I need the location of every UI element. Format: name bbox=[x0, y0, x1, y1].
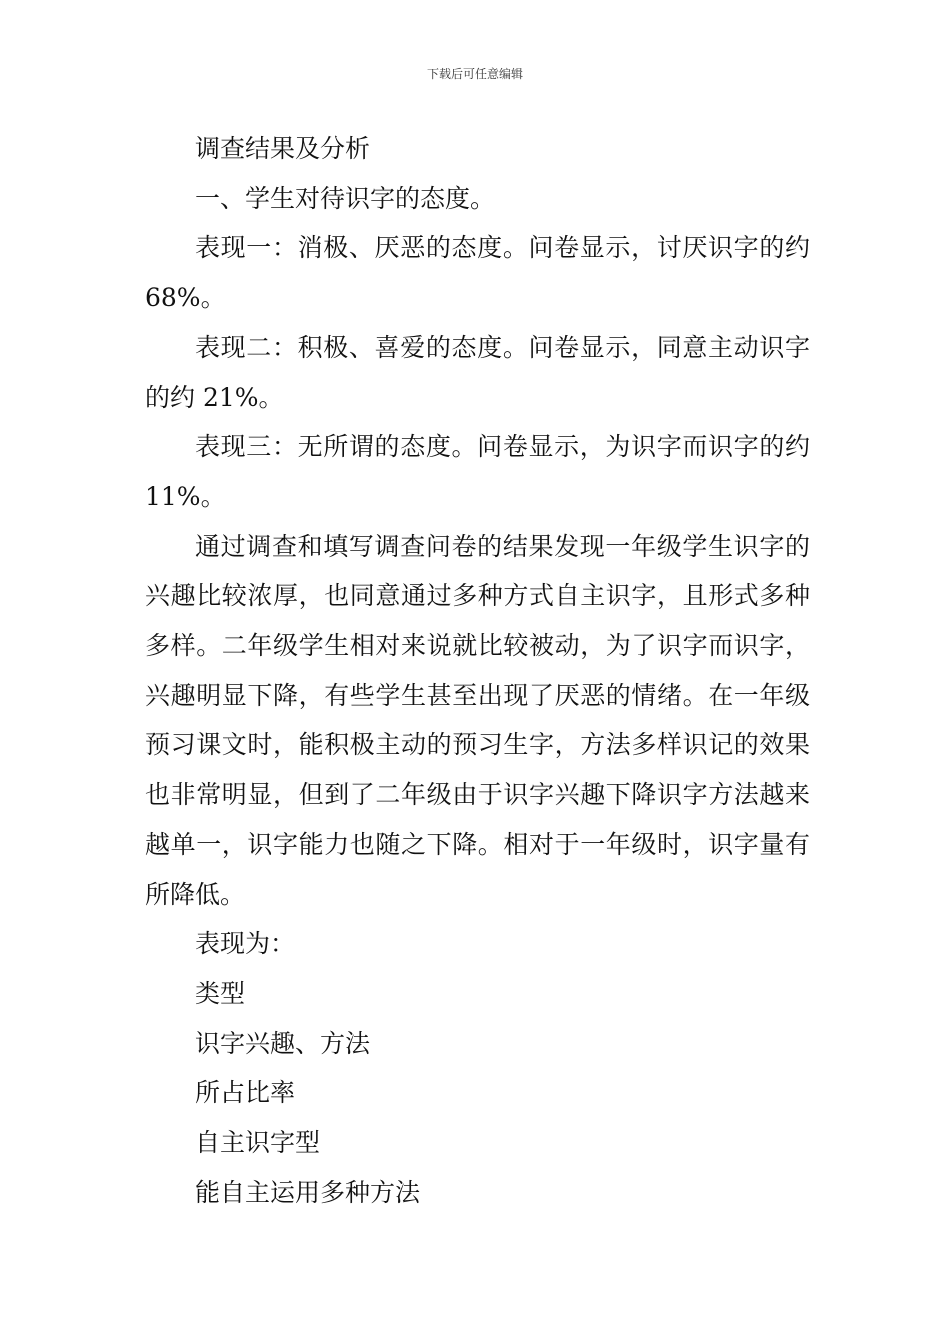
paragraph: 表现一：消极、厌恶的态度。问卷显示，讨厌识字的约 68%。 bbox=[145, 233, 810, 313]
paragraph: 识字兴趣、方法 bbox=[195, 1028, 371, 1058]
paragraph: 通过调查和填写调查问卷的结果发现一年级学生识字的兴趣比较浓厚，也同意通过多种方式自主识字，且形式多种多样。二年级学生相对来说就比较被动，为了识字而识字，兴趣明显下降，有些学生甚至出现了厌恶的情绪。在一年级预习课文时，能积极主动的预习生字，方法多样识记的效果也非常明显，但到了二年级由于识字兴趣下降识字方法越来越单一，识字能力也随之下降。相对于一年级时，识字量有所降低。 bbox=[145, 531, 810, 909]
paragraph: 调查结果及分析 bbox=[195, 134, 371, 163]
document-body bbox=[145, 124, 810, 1217]
paragraph: 自主识字型 bbox=[195, 1128, 321, 1158]
paragraph: 表现三：无所谓的态度。问卷显示，为识字而识字的约 11%。 bbox=[145, 432, 810, 511]
paragraph: 一、学生对待识字的态度。 bbox=[195, 183, 496, 213]
paragraph: 表现二：积极、喜爱的态度。问卷显示，同意主动识字的约 21%。 bbox=[145, 332, 810, 412]
page-header: 下载后可任意编辑 bbox=[426, 67, 523, 81]
paragraph: 所占比率 bbox=[195, 1078, 296, 1108]
paragraph: 类型 bbox=[195, 978, 246, 1008]
paragraph: 能自主运用多种方法 bbox=[195, 1177, 421, 1207]
paragraph: 表现为： bbox=[195, 929, 296, 959]
